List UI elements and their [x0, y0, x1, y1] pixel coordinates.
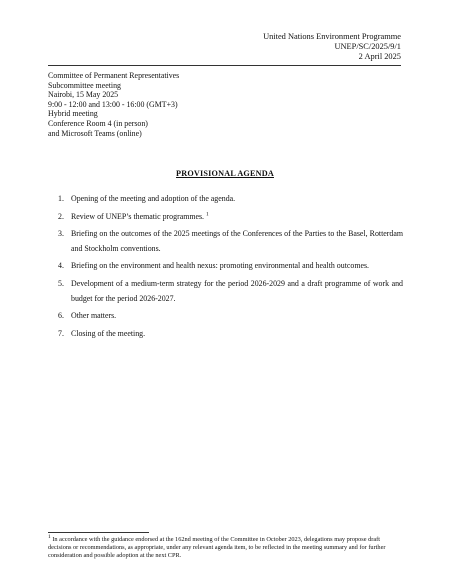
footnote-reference[interactable]: 1	[206, 210, 209, 217]
agenda-item-number: 6.	[58, 311, 64, 321]
agenda-item	[58, 327, 403, 342]
agenda-item-number: 3.	[58, 229, 64, 239]
meeting-line: Committee of Permanent Representatives	[48, 71, 180, 80]
meeting-line: Nairobi, 15 May 2025	[48, 90, 119, 100]
meeting-line: Subcommittee meeting	[48, 80, 121, 90]
document-date: 2 April 2025	[358, 52, 401, 61]
agenda-item-text: Briefing on the environment and health nexus: promoting environmental and health outcomes.	[71, 261, 370, 271]
agenda-item-number: 2.	[58, 211, 64, 221]
meeting-line: 9:00 - 12:00 and 13:00 - 16:00 (GMT+3)	[48, 99, 178, 109]
agenda-title: PROVISIONAL AGENDA	[176, 169, 274, 178]
footnote-separator	[48, 532, 149, 533]
agenda-item-text: Opening of the meeting and adoption of the agenda.	[71, 194, 236, 203]
agenda-item-text: Review of UNEP’s thematic programmes.	[71, 211, 205, 221]
agenda-list	[58, 192, 403, 344]
footnote-marker: 1	[48, 533, 51, 540]
agenda-item	[58, 210, 403, 225]
agenda-item	[58, 192, 403, 207]
agenda-item	[58, 277, 403, 306]
agenda-item	[58, 309, 403, 324]
document-symbol: UNEP/SC/2025/9/1	[334, 42, 401, 51]
meeting-details	[48, 71, 179, 138]
agenda-item-number: 7.	[58, 328, 64, 338]
agenda-item-text: Briefing on the outcomes of the 2025 meetings of the Conferences of the Parties to the Basel, Rotterdam and Stockholm conventions.	[71, 229, 403, 253]
meeting-line: and Microsoft Teams (online)	[48, 128, 142, 138]
footnote-text: In accordance with the guidance endorsed at the 162nd meeting of the Committee in October 2023, delegations may propose draft decisions or recommendations, as appropriate, under any relevant agenda item, to be reflected in the meeting summary and for further consideration and possible adoption at the next CPR.	[48, 536, 386, 559]
agenda-item-text: Development of a medium-term strategy for the period 2026-2029 and a draft programme of work and budget for the period 2026-2027.	[71, 278, 403, 303]
agenda-item-text-wrap	[71, 210, 403, 225]
agenda-item-text: Other matters.	[71, 311, 117, 321]
agenda-item	[58, 227, 403, 256]
agenda-item-number: 4.	[58, 261, 64, 271]
agenda-item	[58, 259, 403, 274]
header-rule	[48, 65, 401, 66]
agenda-item-number: 1.	[58, 194, 64, 203]
meeting-line: Conference Room 4 (in person)	[48, 118, 148, 128]
agenda-item-number: 5.	[58, 278, 64, 288]
organization-name: United Nations Environment Programme	[263, 32, 401, 41]
document-header	[263, 32, 401, 62]
agenda-item-text: Closing of the meeting.	[71, 328, 146, 338]
footnote	[48, 533, 403, 560]
meeting-line: Hybrid meeting	[48, 109, 98, 119]
